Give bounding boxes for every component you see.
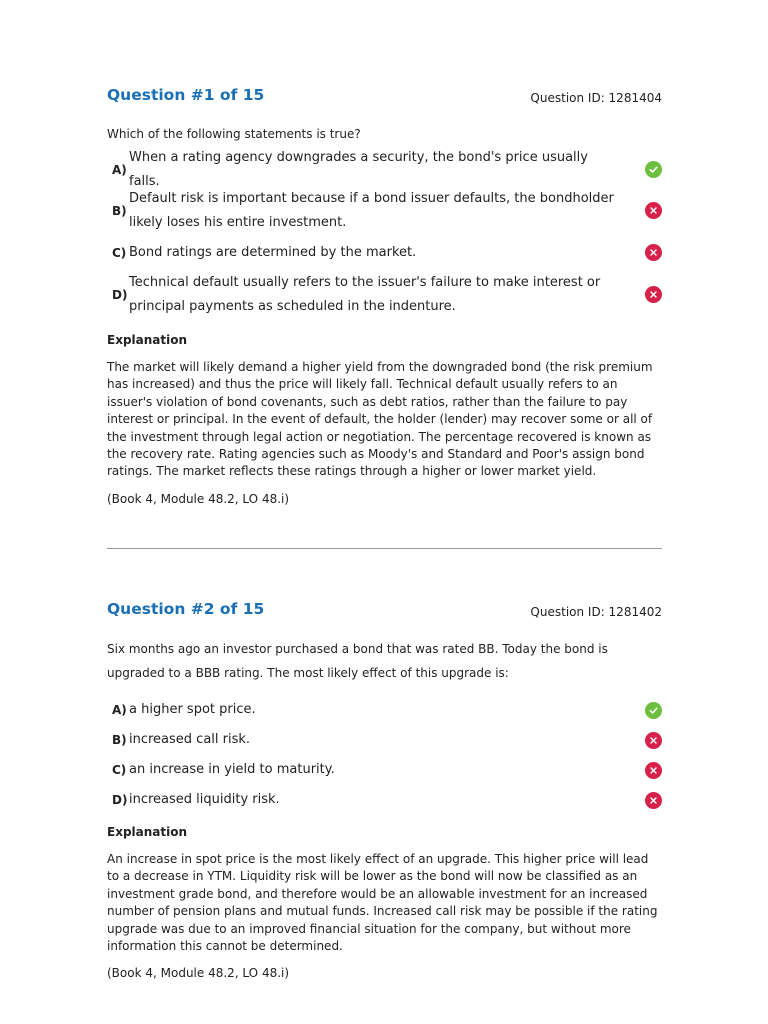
option-text: When a rating agency downgrades a security, the bond's price usually falls. xyxy=(129,149,588,189)
option-b[interactable] xyxy=(107,184,662,237)
option-b[interactable] xyxy=(107,725,662,755)
x-circle-icon xyxy=(645,732,662,749)
question-2 xyxy=(107,600,662,980)
x-circle-icon xyxy=(645,202,662,219)
x-circle-icon xyxy=(645,244,662,261)
x-circle-icon xyxy=(645,286,662,303)
option-text: Technical default usually refers to the issuer's failure to make interest or principal payments as scheduled in the indenture. xyxy=(129,274,601,314)
explanation-title: Explanation xyxy=(107,825,188,839)
explanation-title: Explanation xyxy=(107,333,188,347)
option-letter: B) xyxy=(112,203,127,218)
question-id: Question ID: 1281402 xyxy=(530,605,662,619)
option-letter: D) xyxy=(112,287,128,302)
option-letter: C) xyxy=(112,245,127,260)
question-stem: Which of the following statements is true? xyxy=(107,127,361,141)
explanation-text: An increase in spot price is the most likely effect of an upgrade. This higher price will lead to a decrease in YTM. Liquidity risk will be lower as the bond will now be classified as an investment grade bond, and therefore would be an allowable investment for an increased number of pension plans and mutual funds. Increased call risk may be possible if the rating upgrade was due to an improved financial situation for the company, but without more information this cannot be determined. xyxy=(107,852,658,954)
option-text: Default risk is important because if a bond issuer defaults, the bondholder likely loses his entire investment. xyxy=(129,190,614,230)
option-letter: A) xyxy=(112,162,127,177)
question-title: Question #2 of 15 xyxy=(107,600,265,618)
option-c[interactable] xyxy=(107,237,662,268)
question-1 xyxy=(107,86,662,506)
answer-options xyxy=(107,149,662,321)
option-text: increased call risk. xyxy=(129,732,251,747)
option-letter: D) xyxy=(112,793,128,807)
question-header xyxy=(107,600,662,630)
x-circle-icon xyxy=(645,762,662,779)
question-header xyxy=(107,86,662,116)
check-circle-icon xyxy=(645,161,662,178)
option-d[interactable] xyxy=(107,785,662,815)
answer-options xyxy=(107,695,662,815)
question-divider xyxy=(107,548,662,549)
explanation-text: The market will likely demand a higher yield from the downgraded bond (the risk premium has increased) and thus the price will likely fall. Technical default usually refers to an issuer's violation of bond covenants, such as debt ratios, rather than the failure to pay interest or principal. In the event of default, the holder (lender) may recover some or all of the investment through legal action or negotiation. The percentage recovered is known as the recovery rate. Rating agencies such as Moody's and Standard and Poor's assign bond ratings. The market reflects these ratings through a higher or lower market yield. xyxy=(107,360,653,479)
question-id: Question ID: 1281404 xyxy=(530,91,662,105)
x-circle-icon xyxy=(645,792,662,809)
option-text: increased liquidity risk. xyxy=(129,792,280,807)
option-d[interactable] xyxy=(107,268,662,321)
reference: (Book 4, Module 48.2, LO 48.i) xyxy=(107,491,290,506)
check-circle-icon xyxy=(645,702,662,719)
option-letter: C) xyxy=(112,763,127,777)
option-a[interactable] xyxy=(107,149,662,189)
option-letter: B) xyxy=(112,733,127,747)
option-a[interactable] xyxy=(107,695,662,725)
reference: (Book 4, Module 48.2, LO 48.i) xyxy=(107,966,290,981)
question-stem: Six months ago an investor purchased a bond that was rated BB. Today the bond is upgraded to a BBB rating. The most likely effect of this upgrade is: xyxy=(107,642,608,680)
option-text: an increase in yield to maturity. xyxy=(129,762,335,777)
question-title: Question #1 of 15 xyxy=(107,86,265,104)
option-text: Bond ratings are determined by the market. xyxy=(129,244,417,260)
option-c[interactable] xyxy=(107,755,662,785)
option-letter: A) xyxy=(112,703,127,717)
option-text: a higher spot price. xyxy=(129,702,256,717)
